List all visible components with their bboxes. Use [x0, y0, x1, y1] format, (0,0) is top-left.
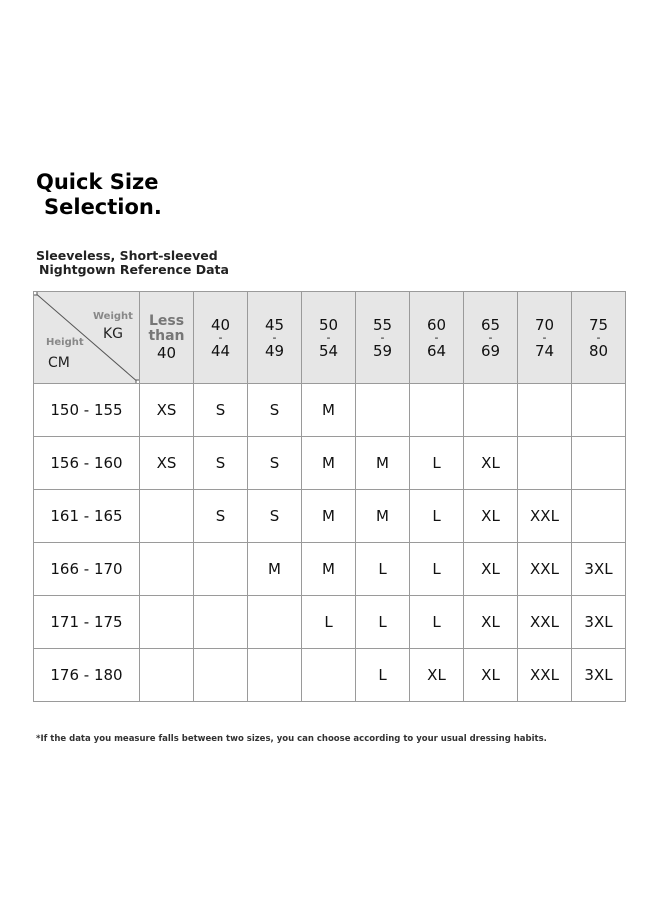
size-cell	[302, 649, 356, 702]
size-cell: L	[356, 543, 410, 596]
range-dash: -	[542, 330, 547, 344]
range-dash: -	[596, 330, 601, 344]
chart-subtitle	[36, 249, 229, 277]
weight-range-header	[356, 292, 410, 384]
size-cell: XXL	[518, 490, 572, 543]
size-cell: M	[302, 490, 356, 543]
size-cell: XXL	[518, 543, 572, 596]
size-cell: S	[248, 384, 302, 437]
weight-range-bottom: 80	[588, 341, 609, 360]
weight-range-bottom: 44	[210, 341, 231, 360]
height-range-cell: 171 - 175	[34, 596, 140, 649]
size-cell	[464, 384, 518, 437]
weight-range-bottom: 54	[318, 341, 339, 360]
weight-range-top: 55	[372, 315, 393, 334]
height-range-cell: 161 - 165	[34, 490, 140, 543]
table-row	[34, 490, 626, 543]
footnote: *If the data you measure falls between two sizes, you can choose according to your usual dressing habits.	[36, 734, 547, 744]
weight-range-top: 40	[210, 315, 231, 334]
size-cell	[248, 649, 302, 702]
size-cell: M	[356, 490, 410, 543]
title-line-2: Selection.	[44, 195, 162, 219]
table-row	[34, 384, 626, 437]
weight-range-header	[248, 292, 302, 384]
size-cell: XL	[464, 490, 518, 543]
weight-range-bottom: 59	[372, 341, 393, 360]
size-cell	[356, 384, 410, 437]
weight-range-top: 70	[534, 315, 555, 334]
resize-handle	[136, 380, 139, 383]
weight-range-header	[194, 292, 248, 384]
size-cell	[140, 649, 194, 702]
size-cell: 3XL	[572, 543, 626, 596]
range-dash: -	[488, 330, 493, 344]
size-cell: S	[248, 437, 302, 490]
title-line-1: Quick Size	[36, 170, 159, 194]
weight-range-header	[518, 292, 572, 384]
size-cell: S	[194, 384, 248, 437]
size-cell: L	[410, 543, 464, 596]
weight-range-header	[410, 292, 464, 384]
range-dash: -	[218, 330, 223, 344]
size-cell: S	[248, 490, 302, 543]
weight-range-top: 45	[264, 315, 285, 334]
size-cell: L	[410, 437, 464, 490]
size-cell: XL	[464, 596, 518, 649]
size-cell	[194, 649, 248, 702]
size-cell: L	[356, 649, 410, 702]
size-cell: XS	[140, 437, 194, 490]
range-dash: -	[326, 330, 331, 344]
height-range-cell: 150 - 155	[34, 384, 140, 437]
table-row	[34, 543, 626, 596]
size-cell: S	[194, 437, 248, 490]
size-cell: XXL	[518, 596, 572, 649]
table-row	[34, 437, 626, 490]
weight-range-top: 65	[480, 315, 501, 334]
corner-cell	[34, 292, 140, 384]
size-cell: XXL	[518, 649, 572, 702]
size-cell	[410, 384, 464, 437]
weight-range-header	[302, 292, 356, 384]
height-label: Height	[46, 337, 84, 348]
size-table	[33, 291, 626, 702]
size-cell: L	[356, 596, 410, 649]
weight-range-header	[464, 292, 518, 384]
size-cell	[248, 596, 302, 649]
weight-range-header	[572, 292, 626, 384]
weight-range-bottom: 69	[480, 341, 501, 360]
table-row	[34, 596, 626, 649]
range-dash: -	[434, 330, 439, 344]
size-cell	[518, 384, 572, 437]
weight-range-bottom: 49	[264, 341, 285, 360]
weight-header-row	[34, 292, 626, 384]
size-cell: M	[248, 543, 302, 596]
weight-range-header	[140, 292, 194, 384]
subtitle-line-2: Nightgown Reference Data	[39, 262, 229, 277]
height-unit: CM	[48, 355, 70, 371]
size-cell: L	[410, 596, 464, 649]
size-cell: XS	[140, 384, 194, 437]
size-cell: 3XL	[572, 649, 626, 702]
weight-range-bottom: 74	[534, 341, 555, 360]
size-cell	[572, 437, 626, 490]
size-cell: M	[302, 437, 356, 490]
size-cell: M	[356, 437, 410, 490]
size-cell: XL	[464, 543, 518, 596]
range-dash: -	[272, 330, 277, 344]
weight-range-bottom: 40	[156, 343, 177, 362]
weight-range-bottom: 64	[426, 341, 447, 360]
subtitle-line-1: Sleeveless, Short-sleeved	[36, 248, 218, 263]
height-range-cell: 176 - 180	[34, 649, 140, 702]
size-cell	[572, 384, 626, 437]
size-cell: M	[302, 543, 356, 596]
range-dash: -	[380, 330, 385, 344]
size-cell: XL	[410, 649, 464, 702]
weight-range-top: Less than	[148, 312, 185, 344]
size-cell	[140, 596, 194, 649]
size-cell: XL	[464, 437, 518, 490]
weight-range-top: 60	[426, 315, 447, 334]
size-cell	[140, 543, 194, 596]
height-range-cell: 156 - 160	[34, 437, 140, 490]
weight-label: Weight	[93, 311, 133, 322]
size-cell: S	[194, 490, 248, 543]
size-cell: XL	[464, 649, 518, 702]
table-row	[34, 649, 626, 702]
size-cell	[572, 490, 626, 543]
height-range-cell: 166 - 170	[34, 543, 140, 596]
resize-handle	[34, 292, 37, 295]
weight-range-top: 50	[318, 315, 339, 334]
size-cell	[518, 437, 572, 490]
size-cell: M	[302, 384, 356, 437]
weight-unit: KG	[103, 326, 124, 342]
size-cell: L	[410, 490, 464, 543]
size-cell	[194, 596, 248, 649]
size-cell	[140, 490, 194, 543]
weight-range-top: 75	[588, 315, 609, 334]
size-cell	[194, 543, 248, 596]
size-cell: 3XL	[572, 596, 626, 649]
page-title	[36, 170, 162, 220]
size-cell: L	[302, 596, 356, 649]
